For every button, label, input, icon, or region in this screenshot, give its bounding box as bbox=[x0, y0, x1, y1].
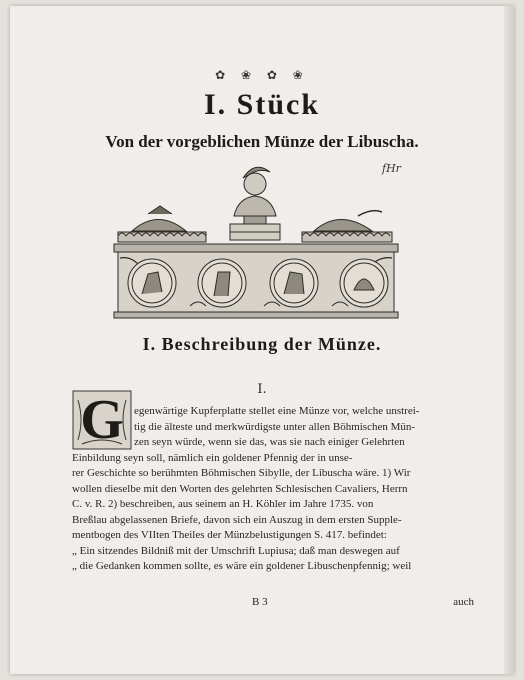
right-urn bbox=[302, 211, 392, 242]
left-urn bbox=[118, 206, 206, 242]
body-line: „ Ein sitzendes Bildniß mit der Umschrift Lupiusa; daß man deswegen auf bbox=[72, 544, 400, 557]
paragraph-number: I. bbox=[257, 382, 267, 397]
body-line: egenwärtige Kupferplatte stellet eine Münze vor, welche unstrei- bbox=[134, 405, 420, 417]
body-line: „ die Gedanken kommen sollte, es wäre ein goldener Libuschenpfennig; weil bbox=[72, 560, 412, 572]
coin-3 bbox=[270, 259, 318, 307]
body-line: C. v. R. 2) beschreiben, aus seinem an H. Köhler im Jahre 1735. von bbox=[72, 498, 374, 510]
body-line: Einbildung seyn soll, nämlich ein goldener Pfennig der in unse- bbox=[72, 451, 353, 464]
book-page bbox=[10, 6, 514, 674]
body-line: rer Geschichte so berühmten Böhmischen Sibylle, der Libuscha wäre. 1) Wir bbox=[72, 467, 411, 479]
drop-cap-letter: G bbox=[80, 389, 124, 451]
coin-2 bbox=[198, 259, 246, 307]
header-ornament: ✿ ❀ ✿ ❀ bbox=[215, 68, 309, 82]
coin-4 bbox=[340, 259, 388, 307]
signature-mark: B 3 bbox=[252, 596, 268, 608]
body-line: mentbogen des VIIten Theiles der Münzbelustigungen S. 417. befindet: bbox=[72, 529, 387, 541]
body-line: Breßlau abgelassenen Briefe, davon sich ein Auszug in dem ersten Supple- bbox=[72, 513, 402, 526]
catchword: auch bbox=[453, 596, 474, 608]
chapter-subtitle: Von der vorgeblichen Münze der Libuscha. bbox=[105, 132, 419, 151]
handwritten-margin-note: fHr bbox=[382, 162, 401, 175]
coin-vignette-engraving bbox=[110, 156, 410, 326]
body-line: zen seyn würde, wenn sie das, was sie nach einiger Gelehrten bbox=[134, 436, 405, 448]
body-line: wollen dieselbe mit den Worten des gelehrten Schlesischen Cavaliers, Herrn bbox=[72, 482, 408, 495]
section-heading: I. Beschreibung der Münze. bbox=[142, 334, 382, 354]
body-line: tig die älteste und merkwürdigste unter allen Böhmischen Mün- bbox=[134, 420, 416, 433]
bust-figure bbox=[230, 167, 280, 240]
coin-1 bbox=[128, 259, 176, 307]
chapter-title: I. Stück bbox=[203, 88, 321, 121]
body-text bbox=[72, 404, 474, 575]
